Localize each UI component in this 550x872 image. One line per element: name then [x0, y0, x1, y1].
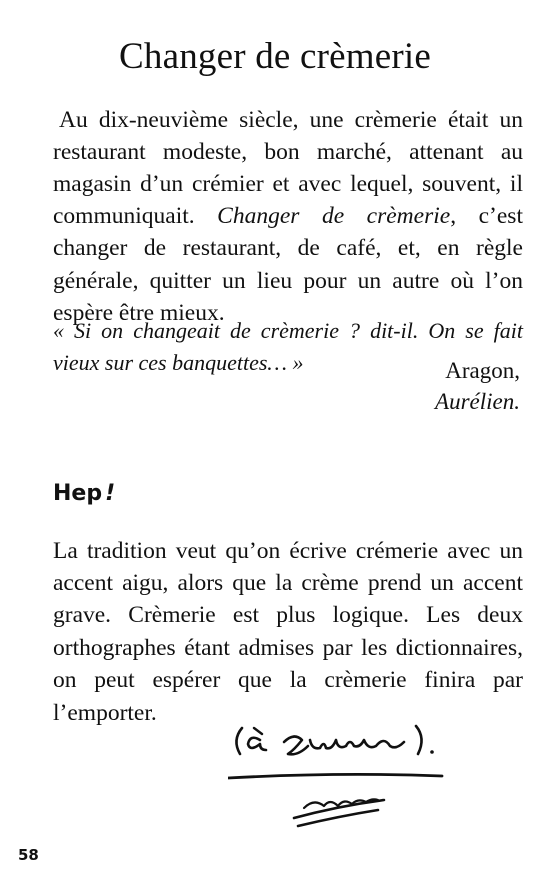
note-paragraph: La tradition veut qu’on écrive crémerie avec un accent aigu, alors que la crème prend un accent grave. Crèmerie est plus logique. Les deux orthographes étant admises par les dictionnaires, on peut espérer que la crèmerie finira par l’emporter. — [53, 537, 523, 726]
signature-underline-2 — [298, 810, 378, 826]
definition-italic-phrase: Changer de crèmerie — [217, 203, 451, 230]
letter-a-stroke — [248, 738, 266, 750]
underline-stroke — [228, 774, 442, 778]
open-paren-stroke — [236, 728, 242, 754]
definition-paragraph — [53, 104, 523, 329]
page-number: 58 — [18, 846, 39, 864]
period-dot — [430, 750, 434, 754]
word-suivre-stroke — [310, 740, 404, 748]
page-title: Changer de crèmerie — [119, 35, 431, 77]
handwriting-drawing — [228, 720, 458, 830]
citation-attribution — [380, 355, 520, 417]
definition-text-end: , c’est changer de restaurant, de café, et, en règle générale, quitter un lieu pour un autre où l’on espère être mieux. — [53, 203, 523, 326]
note-heading-word: Hep — [53, 481, 103, 506]
citation-author: Aragon, — [445, 358, 520, 383]
letter-s-stroke — [284, 736, 308, 754]
note-heading — [53, 479, 115, 509]
close-paren-stroke — [416, 726, 422, 754]
definition-text-start: Au dix-neuvième siècle, une crèmerie était un restaurant modeste, bon marché, attenant au magasin d’un crémier et avec lequel, souvent, il communiquait. — [53, 106, 523, 230]
handwritten-signature — [228, 720, 458, 830]
citation-quote: « Si on changeait de crèmerie ? dit-il. On se fait vieux sur ces banquettes… » — [53, 318, 523, 375]
citation-work: Aurélien. — [435, 389, 520, 414]
accent-stroke — [254, 728, 262, 734]
note-heading-mark: ! — [105, 481, 116, 506]
signature-underline-1 — [294, 800, 384, 818]
